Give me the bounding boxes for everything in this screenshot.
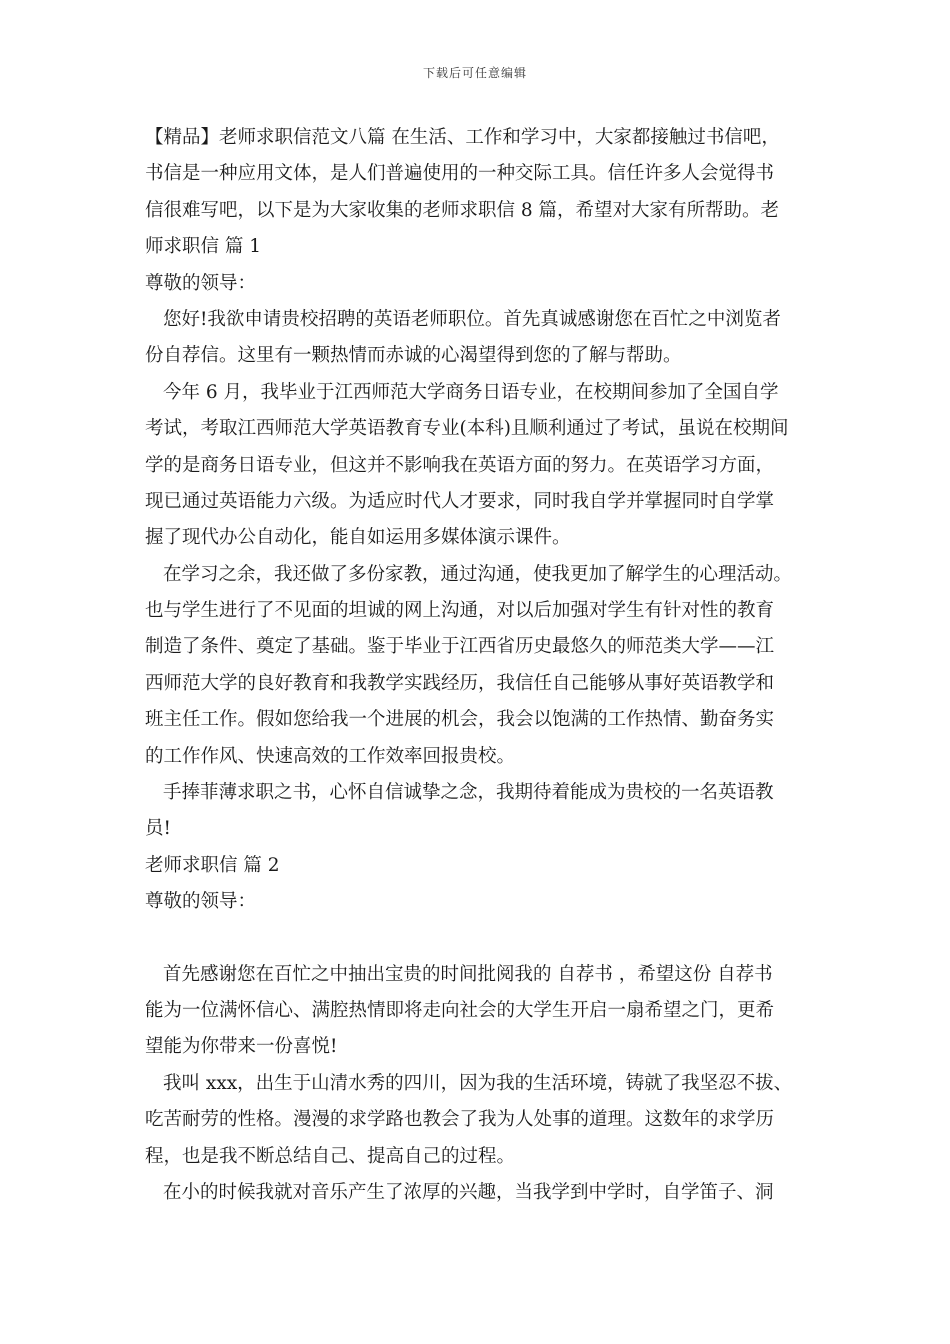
intro-line: 师求职信 篇 1: [145, 236, 262, 258]
paragraph-line: 学的是商务日语专业，但这并不影响我在英语方面的努力。在英语学习方面，: [145, 454, 775, 476]
letter-1-paragraph: [145, 375, 810, 557]
paragraph-line: 首先感谢您在百忙之中抽出宝贵的时间批阅我的 自荐书 ，希望这份 自荐书: [163, 963, 773, 985]
letter-2-salutation: 尊敬的领导：: [145, 891, 257, 913]
paragraph-line: 能为一位满怀信心、满腔热情即将走向社会的大学生开启一扇希望之门，更希: [145, 999, 775, 1021]
intro-line: 书信是一种应用文体，是人们普遍使用的一种交际工具。信任许多人会觉得书: [145, 163, 775, 185]
paragraph-line: 西师范大学的良好教育和我教学实践经历，我信任自己能够从事好英语教学和: [145, 672, 775, 694]
letter-1: [145, 266, 810, 848]
letter-1-paragraph: [145, 557, 810, 775]
page-header: 下载后可任意编辑: [422, 66, 527, 80]
letter-1-paragraph: [145, 775, 810, 848]
letter-2: [145, 848, 810, 1212]
letter-2-paragraph: [145, 1175, 810, 1211]
paragraph-line: 我叫 xxx，出生于山清水秀的四川，因为我的生活环境，铸就了我坚忍不拔、: [163, 1072, 793, 1094]
paragraph-line: 握了现代办公自动化，能自如运用多媒体演示课件。: [145, 527, 571, 549]
paragraph-line: 手捧菲薄求职之书，心怀自信诚挚之念，我期待着能成为贵校的一名英语教: [163, 782, 774, 804]
paragraph-line: 在小的时候我就对音乐产生了浓厚的兴趣，当我学到中学时，自学笛子、洞: [163, 1181, 774, 1203]
paragraph-line: 今年 6 月，我毕业于江西师范大学商务日语专业，在校期间参加了全国自学: [163, 381, 779, 403]
intro-line: 信很难写吧，以下是为大家收集的老师求职信 8 篇，希望对大家有所帮助。老: [145, 199, 780, 221]
letter-2-paragraph: [145, 957, 810, 1066]
document-body: [145, 120, 810, 1211]
letter-1-paragraph: [145, 302, 810, 375]
paragraph-line: 的工作作风、快速高效的工作效率回报贵校。: [145, 745, 516, 767]
letter-2-paragraph: [145, 1066, 810, 1175]
paragraph-line: 制造了条件、奠定了基础。鉴于毕业于江西省历史最悠久的师范类大学——江: [145, 636, 775, 658]
paragraph-line: 您好!我欲申请贵校招聘的英语老师职位。首先真诚感谢您在百忙之中浏览者: [163, 308, 781, 330]
intro-paragraph: [145, 120, 810, 266]
paragraph-line: 份自荐信。这里有一颗热情而赤诚的心渴望得到您的了解与帮助。: [145, 345, 682, 367]
paragraph-line: 员!: [145, 818, 171, 840]
paragraph-line: 望能为你带来一份喜悦!: [145, 1036, 338, 1058]
letter-2-heading: 老师求职信 篇 2: [145, 854, 280, 876]
paragraph-line: 也与学生进行了不见面的坦诚的网上沟通，对以后加强对学生有针对性的教育: [145, 600, 775, 622]
paragraph-line: 在学习之余，我还做了多份家教，通过沟通，使我更加了解学生的心理活动。: [163, 563, 793, 585]
paragraph-line: 吃苦耐劳的性格。漫漫的求学路也教会了我为人处事的道理。这数年的求学历: [145, 1109, 775, 1131]
paragraph-line: 现已通过英语能力六级。为适应时代人才要求，同时我自学并掌握同时自学掌: [145, 490, 775, 512]
paragraph-line: 考试，考取江西师范大学英语教育专业(本科)且顺利通过了考试，虽说在校期间: [145, 418, 789, 440]
intro-line: 【精品】老师求职信范文八篇 在生活、工作和学习中，大家都接触过书信吧，: [145, 127, 780, 148]
blank-line: [145, 921, 810, 957]
letter-1-salutation: 尊敬的领导：: [145, 272, 257, 294]
paragraph-line: 班主任工作。假如您给我一个进展的机会，我会以饱满的工作热情、勤奋务实: [145, 709, 775, 731]
paragraph-line: 程，也是我不断总结自己、提高自己的过程。: [145, 1145, 516, 1167]
